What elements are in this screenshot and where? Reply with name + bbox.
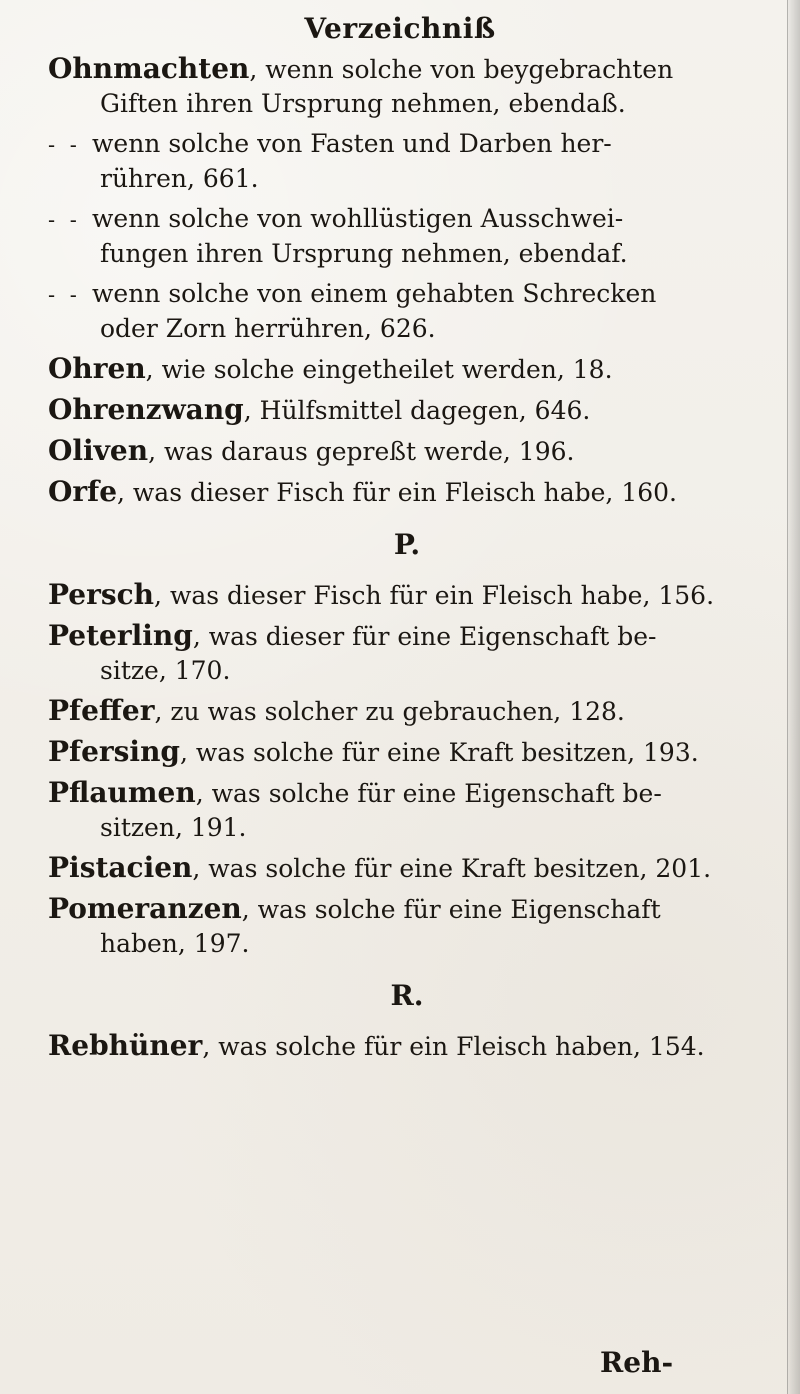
entry-text: , was solche für ein Fleisch haben, 154. [202,1032,705,1061]
index-subentry-ausschweifungen [48,202,766,271]
entry-continuation: sitzen, 191. [100,813,247,842]
entry-text: , was dieser Fisch für ein Fleisch habe, 160. [117,478,677,507]
entry-text: wenn solche von einem gehabten Schrecken [92,279,657,308]
index-entry-oliven [48,434,766,469]
entry-keyword: Oliven [48,434,149,467]
entry-text: , was dieser für eine Eigenschaft be- [192,622,657,651]
index-entry-peterling [48,619,766,688]
index-entry-ohrenzwang [48,393,766,428]
entry-keyword: Ohnmachten [48,52,250,85]
index-subentry-schrecken [48,277,766,346]
entry-text: , wie solche eingetheilet werden, 18. [145,355,613,384]
entry-keyword: Pistacien [48,851,193,884]
entry-continuation: sitze, 170. [100,656,231,685]
entry-dash: - - [48,283,81,307]
entry-continuation: rühren, 661. [100,164,259,193]
entry-continuation: fungen ihren Ursprung nehmen, ebendaf. [100,239,628,268]
index-entry-persch [48,578,766,613]
entry-keyword: Orfe [48,475,118,508]
index-entries [48,52,766,1070]
entry-continuation: haben, 197. [100,929,250,958]
entry-keyword: Pfersing [48,735,181,768]
index-entry-orfe [48,475,766,510]
entry-keyword: Ohrenzwang [48,393,244,426]
index-entry-pistacien [48,851,766,886]
entry-text: , was solche für eine Kraft besitzen, 201. [192,854,712,883]
index-entry-ohren [48,352,766,387]
entry-text: , Hülfsmittel dagegen, 646. [243,396,591,425]
entry-keyword: Peterling [48,619,193,652]
entry-continuation: oder Zorn herrühren, 626. [100,314,436,343]
index-entry-ohnmachten [48,52,766,121]
section-heading-r: R. [390,979,424,1012]
entry-text: wenn solche von wohllüstigen Ausschwei- [92,204,624,233]
entry-text: , was daraus gepreßt werde, 196. [148,437,575,466]
entry-text: , was dieser Fisch für ein Fleisch habe, 156. [154,581,715,610]
page-right-edge [787,0,800,1394]
entry-keyword: Pflaumen [48,776,196,809]
entry-continuation: Giften ihren Ursprung nehmen, ebendaß. [100,89,626,118]
entry-keyword: Pomeranzen [48,892,242,925]
index-subentry-fasten [48,127,766,196]
catchword: Reh- [600,1346,674,1379]
entry-text: , was solche für eine Kraft besitzen, 193. [180,738,699,767]
index-entry-pfersing [48,735,766,770]
entry-text: , wenn solche von beygebrachten [249,55,674,84]
entry-text: , was solche für eine Eigenschaft [241,895,661,924]
page-header: Verzeichniß [304,12,496,45]
section-heading-p: P. [393,528,421,561]
entry-keyword: Persch [48,578,155,611]
index-entry-pomeranzen [48,892,766,961]
index-entry-pfeffer [48,694,766,729]
entry-dash: - - [48,133,81,157]
index-entry-pflaumen [48,776,766,845]
entry-text: , zu was solcher zu gebrauchen, 128. [154,697,625,726]
entry-dash: - - [48,208,81,232]
entry-text: wenn solche von Fasten und Darben her- [92,129,612,158]
entry-keyword: Ohren [48,352,146,385]
entry-text: , was solche für eine Eigenschaft be- [195,779,662,808]
entry-keyword: Rebhüner [48,1029,203,1062]
entry-keyword: Pfeffer [48,694,155,727]
index-entry-rebhuener [48,1029,766,1064]
